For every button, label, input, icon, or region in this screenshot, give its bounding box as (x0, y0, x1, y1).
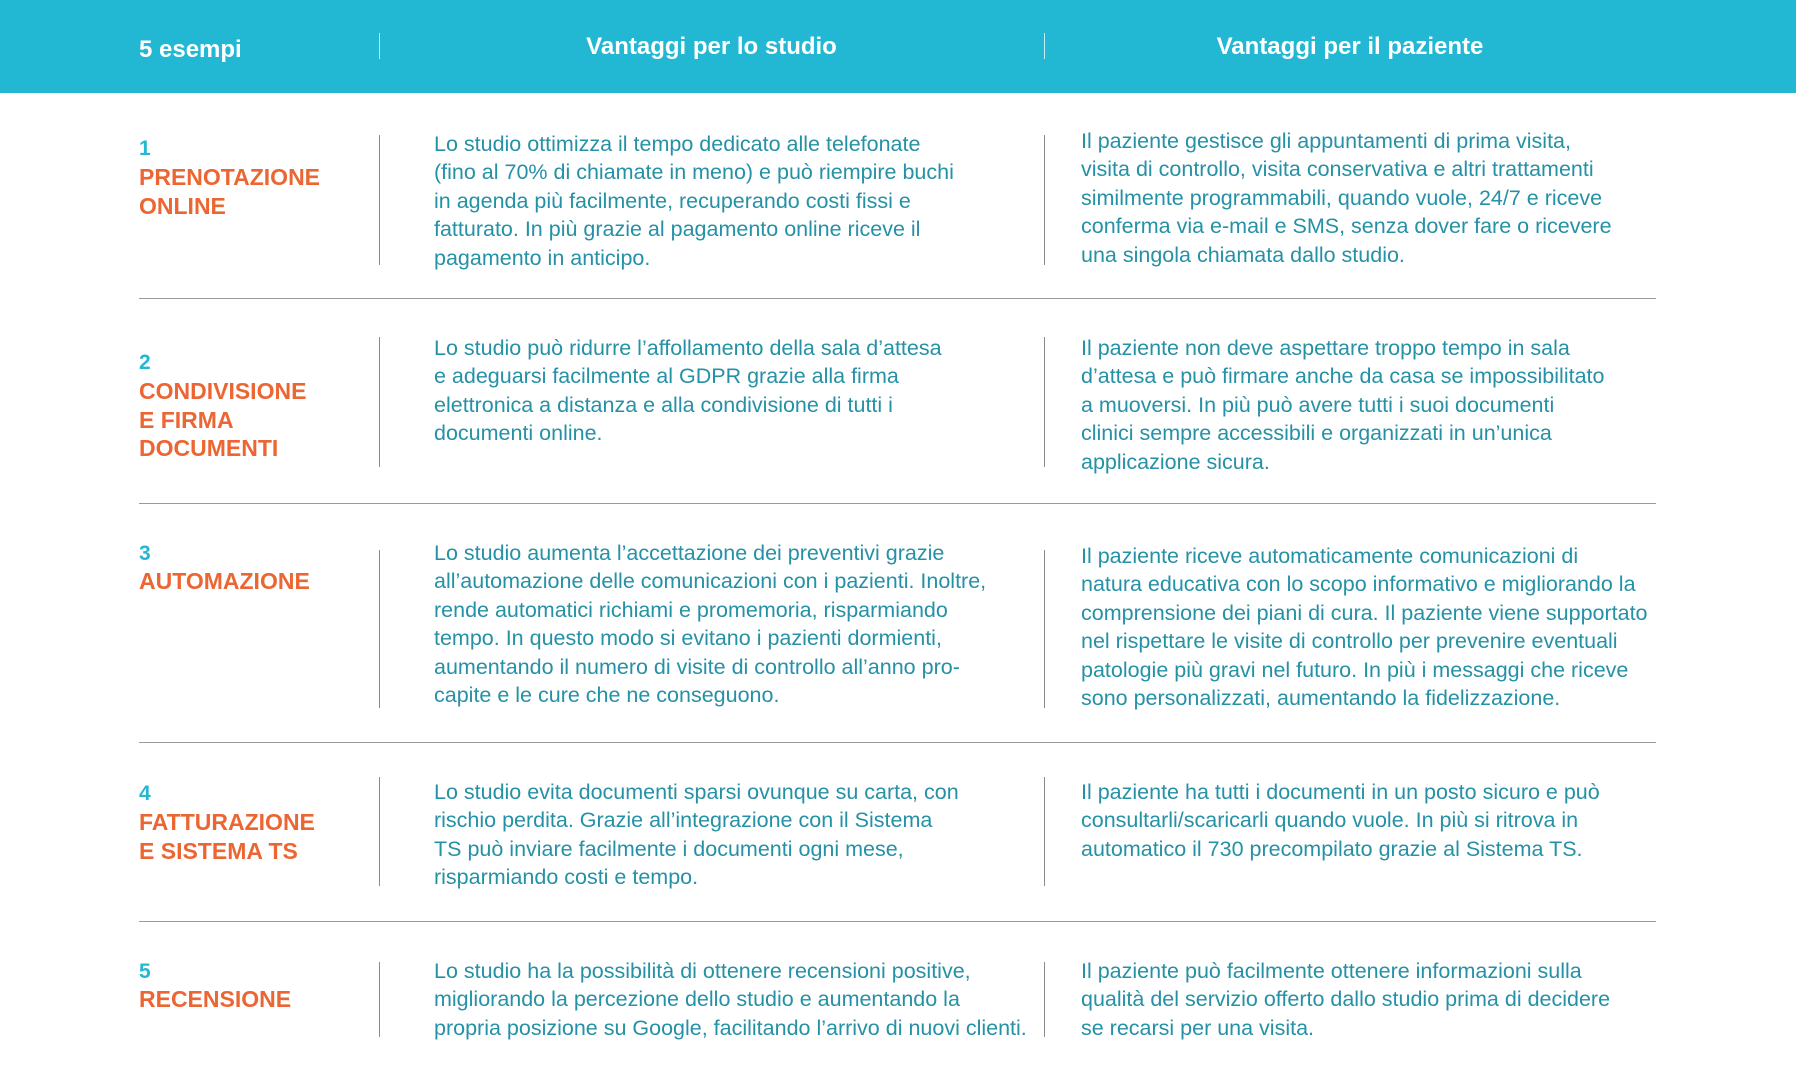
header-patient-benefits: Vantaggi per il paziente (1216, 33, 1484, 60)
text-line: nel rispettare le visite di controllo per prevenire eventuali (1081, 629, 1618, 654)
text-line: risparmiando costi e tempo. (434, 865, 699, 890)
column-divider (379, 962, 380, 1037)
row-title (139, 377, 306, 463)
column-divider (1044, 777, 1045, 886)
row-title (139, 567, 310, 596)
column-divider (1044, 135, 1045, 265)
text-line: Il paziente non deve aspettare troppo tempo in sala (1081, 336, 1570, 360)
row-title (139, 163, 320, 220)
text-line: comprensione dei piani di cura. Il paziente viene supportato (1081, 600, 1648, 625)
row-title-line: FATTURAZIONE (139, 809, 315, 835)
text-line: rende automatici richiami e promemoria, risparmiando (434, 597, 948, 622)
text-line: Il paziente ha tutti i documenti in un posto sicuro e può (1081, 780, 1600, 804)
text-line: visita di controllo, visita conservativa e altri trattamenti (1081, 157, 1594, 182)
row-separator (139, 742, 1656, 743)
row-title-line: E SISTEMA TS (139, 837, 298, 864)
text-line: all’automazione delle comunicazioni con i pazienti. Inoltre, (434, 569, 987, 594)
row-separator (139, 298, 1656, 299)
studio-benefit-text (434, 957, 1034, 1042)
column-divider (1044, 550, 1045, 708)
column-divider (1044, 337, 1045, 467)
text-line: tempo. In questo modo si evitano i pazienti dormienti, (434, 626, 942, 651)
table-header (0, 0, 1796, 93)
text-line: TS può inviare facilmente i documenti ogni mese, (434, 836, 904, 861)
studio-benefit-text (434, 778, 1034, 892)
patient-benefit-text (1081, 127, 1661, 269)
row-title-line: DOCUMENTI (139, 435, 279, 461)
text-line: a muoversi. In più può avere tutti i suoi documenti (1081, 392, 1555, 417)
text-line: consultarli/scaricarli quando vuole. In più si ritrova in (1081, 808, 1579, 833)
header-studio-benefits: Vantaggi per lo studio (586, 33, 837, 60)
text-line: Il paziente gestisce gli appuntamenti di prima visita, (1081, 129, 1571, 153)
text-line: Lo studio aumenta l’accettazione dei preventivi grazie (434, 541, 945, 565)
patient-benefit-text (1081, 542, 1661, 712)
text-line: d’attesa e può firmare anche da casa se impossibilitato (1081, 364, 1605, 389)
row-number: 4 (139, 782, 151, 805)
text-line: Lo studio ha la possibilità di ottenere recensioni positive, (434, 959, 971, 983)
patient-benefit-text (1081, 334, 1661, 476)
patient-benefit-text (1081, 778, 1661, 863)
studio-benefit-text (434, 539, 1034, 709)
row-title-line: RECENSIONE (139, 986, 292, 1012)
text-line: patologie più gravi nel futuro. In più i messaggi che riceve (1081, 657, 1629, 682)
text-line: pagamento in anticipo. (434, 245, 651, 270)
text-line: rischio perdita. Grazie all’integrazione con il Sistema (434, 808, 933, 833)
text-line: similmente programmabili, quando vuole, 24/7 e riceve (1081, 185, 1603, 210)
row-title-line: ONLINE (139, 192, 226, 219)
row-title-line: AUTOMAZIONE (139, 568, 310, 594)
row-title-line: PRENOTAZIONE (139, 164, 321, 190)
text-line: documenti online. (434, 421, 603, 446)
row-number: 5 (139, 960, 151, 983)
text-line: natura educativa con lo scopo informativo e migliorando la (1081, 572, 1636, 597)
studio-benefit-text (434, 334, 1034, 448)
row-separator (139, 503, 1656, 504)
text-line: fatturato. In più grazie al pagamento online riceve il (434, 217, 921, 242)
text-line: clinici sempre accessibili e organizzati in un’unica (1081, 421, 1552, 446)
column-divider (379, 550, 380, 708)
text-line: Lo studio evita documenti sparsi ovunque su carta, con (434, 780, 959, 804)
text-line: elettronica a distanza e alla condivisione di tutti i (434, 392, 893, 417)
column-divider (1044, 962, 1045, 1037)
text-line: sono personalizzati, aumentando la fidelizzazione. (1081, 686, 1561, 711)
column-divider (379, 135, 380, 265)
row-number: 2 (139, 351, 151, 374)
text-line: automatico il 730 precompilato grazie al Sistema TS. (1081, 836, 1583, 861)
text-line: (fino al 70% di chiamate in meno) e può riempire buchi (434, 160, 954, 185)
row-title (139, 985, 291, 1014)
studio-benefit-text (434, 130, 1034, 272)
text-line: applicazione sicura. (1081, 449, 1270, 474)
text-line: aumentando il numero di visite di controllo all’anno pro- (434, 654, 960, 679)
text-line: Lo studio può ridurre l’affollamento della sala d’attesa (434, 336, 942, 360)
column-divider (379, 777, 380, 886)
text-line: propria posizione su Google, facilitando l’arrivo di nuovi clienti. (434, 1015, 1027, 1040)
text-line: conferma via e-mail e SMS, senza dover fare o ricevere (1081, 214, 1612, 239)
text-line: Il paziente riceve automaticamente comunicazioni di (1081, 544, 1579, 568)
text-line: e adeguarsi facilmente al GDPR grazie alla firma (434, 364, 899, 389)
row-title-line: CONDIVISIONE (139, 378, 307, 404)
text-line: una singola chiamata dallo studio. (1081, 242, 1405, 267)
text-line: se recarsi per una visita. (1081, 1015, 1315, 1040)
text-line: migliorando la percezione dello studio e aumentando la (434, 987, 960, 1012)
column-divider (379, 337, 380, 467)
text-line: in agenda più facilmente, recuperando costi fissi e (434, 188, 911, 213)
row-number: 1 (139, 137, 151, 160)
text-line: qualità del servizio offerto dallo studio prima di decidere (1081, 987, 1611, 1012)
row-number: 3 (139, 542, 151, 565)
text-line: Lo studio ottimizza il tempo dedicato alle telefonate (434, 132, 921, 156)
patient-benefit-text (1081, 957, 1661, 1042)
header-examples: 5 esempi (139, 36, 242, 63)
text-line: Il paziente può facilmente ottenere informazioni sulla (1081, 959, 1582, 983)
text-line: capite e le cure che ne conseguono. (434, 683, 780, 708)
row-separator (139, 921, 1656, 922)
row-title (139, 808, 315, 865)
row-title-line: E FIRMA (139, 406, 234, 433)
